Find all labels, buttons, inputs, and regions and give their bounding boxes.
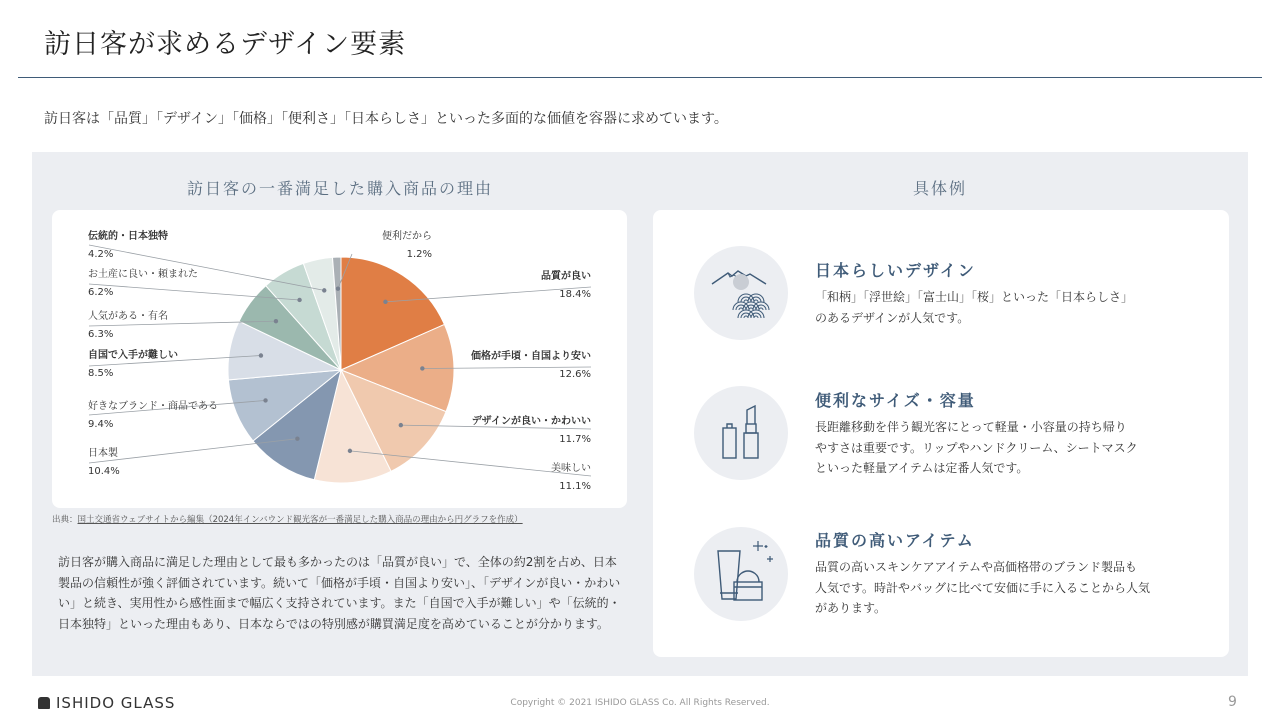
pie-label-value: 4.2% — [88, 249, 114, 260]
pie-label-value: 11.7% — [559, 434, 591, 445]
logo-text: ISHIDO GLASS — [56, 694, 176, 712]
pie-label-3 — [480, 460, 591, 496]
pie-label-name: 価格が手頃・自国より安い — [471, 351, 591, 362]
pie-label-7 — [88, 308, 168, 344]
pie-leader-dot — [383, 300, 387, 304]
pie-label-9 — [88, 228, 168, 264]
example-line: のあるデザインが人気です。 — [815, 310, 970, 325]
example-body — [815, 417, 1195, 479]
example-heading: 品質の高いアイテム — [815, 531, 975, 550]
pie-label-4 — [88, 445, 120, 481]
pie-leader-dot — [297, 298, 301, 302]
example-line: があります。 — [815, 601, 887, 615]
mount-fuji-wave-icon — [694, 246, 788, 340]
pie-leader-dot — [420, 366, 424, 370]
example-line: やすさは重要です。リップやハンドクリーム、シートマスク — [815, 440, 1138, 455]
example-body — [815, 557, 1195, 619]
pie-label-name: デザインが良い・かわいい — [471, 416, 591, 427]
examples-section-title: 具体例 — [912, 179, 967, 198]
pie-leader-dot — [274, 319, 278, 323]
page-title: 訪日客が求めるデザイン要素 — [44, 29, 407, 60]
example-line: 品質の高いスキンケアアイテムや高価格帯のブランド製品も — [815, 560, 1137, 574]
pie-label-name: 伝統的・日本独特 — [88, 231, 168, 242]
example-line: 人気です。時計やバッグに比べて安価に手に入ることから人気 — [815, 580, 1151, 595]
pie-label-value: 6.2% — [88, 287, 114, 298]
title-divider — [18, 77, 1262, 78]
pie-label-name: 便利だから — [382, 231, 432, 242]
pie-leader-dot — [259, 353, 263, 357]
pie-leader-dot — [322, 288, 326, 292]
source-citation — [52, 513, 523, 525]
skincare-jar-icon — [694, 527, 788, 621]
example-heading: 日本らしいデザイン — [815, 261, 976, 280]
intro-text: 訪日客は「品質」「デザイン」「価格」「便利さ」「日本らしさ」といった多面的な価値を容器に求めています。 — [44, 111, 728, 127]
example-line: といった軽量アイテムは定番人気です。 — [815, 461, 1029, 475]
example-line: 長距離移動を伴う観光客にとって軽量・小容量の持ち帰り — [815, 420, 1127, 434]
pie-label-value: 10.4% — [88, 466, 120, 477]
pie-leader-dot — [263, 398, 267, 402]
pie-label-name: お土産に良い・頼まれた — [88, 269, 198, 280]
page-number: 9 — [1228, 694, 1237, 710]
pie-label-value: 12.6% — [559, 369, 591, 380]
chart-section-title: 訪日客の一番満足した購入商品の理由 — [186, 179, 493, 198]
pie-leader-dot — [295, 436, 299, 440]
pie-label-value: 8.5% — [88, 368, 114, 379]
pie-label-0 — [460, 268, 591, 304]
pie-label-name: 日本製 — [88, 448, 118, 459]
pie-leader-dot — [399, 423, 403, 427]
pie-label-1 — [440, 348, 591, 384]
pie-label-value: 11.1% — [559, 481, 591, 492]
pie-label-8 — [88, 266, 198, 302]
pie-label-name: 人気がある・有名 — [88, 311, 168, 322]
example-heading: 便利なサイズ・容量 — [815, 391, 976, 410]
pie-label-10 — [360, 228, 432, 264]
source-link[interactable]: 国土交通省ウェブサイトから編集（2024年インバウンド観光客が一番満足した購入商品の理由から円グラフを作成） — [77, 515, 523, 525]
pie-label-value: 9.4% — [88, 419, 114, 430]
pie-label-name: 自国で入手が難しい — [88, 350, 178, 361]
pie-label-name: 美味しい — [551, 463, 591, 474]
example-body — [815, 287, 1195, 328]
pie-label-5 — [88, 398, 218, 434]
pie-leader-dot — [336, 286, 340, 290]
example-line: 「和柄」「浮世絵」「富士山」「桜」といった「日本らしさ」 — [815, 290, 1134, 304]
chart-summary: 訪日客が購入商品に満足した理由として最も多かったのは「品質が良い」で、全体の約2割を占め、日本製品の信頼性が強く評価されています。続いて「価格が手頃・自国より安い」、「デザインが良い・かわいい」と続き、実用性から感性面まで幅広く支持されています。また「自国で入手が難しい」や「伝統的・日本独特」といった理由もあり、日本ならではの特別感が購買満足度を高めていることが分かります。 — [58, 555, 621, 631]
pie-label-value: 1.2% — [406, 249, 432, 260]
pie-label-name: 品質が良い — [541, 271, 591, 282]
pie-label-value: 18.4% — [559, 289, 591, 300]
pie-label-6 — [88, 347, 178, 383]
source-prefix: 出典： — [52, 515, 78, 525]
pie-label-2 — [440, 413, 591, 449]
copyright: Copyright © 2021 ISHIDO GLASS Co. All Rights Reserved. — [510, 698, 770, 708]
pie-label-name: 好きなブランド・商品である — [88, 401, 218, 412]
pie-leader-dot — [348, 449, 352, 453]
lipstick-cosmetics-icon — [694, 386, 788, 480]
pie-label-value: 6.3% — [88, 329, 114, 340]
